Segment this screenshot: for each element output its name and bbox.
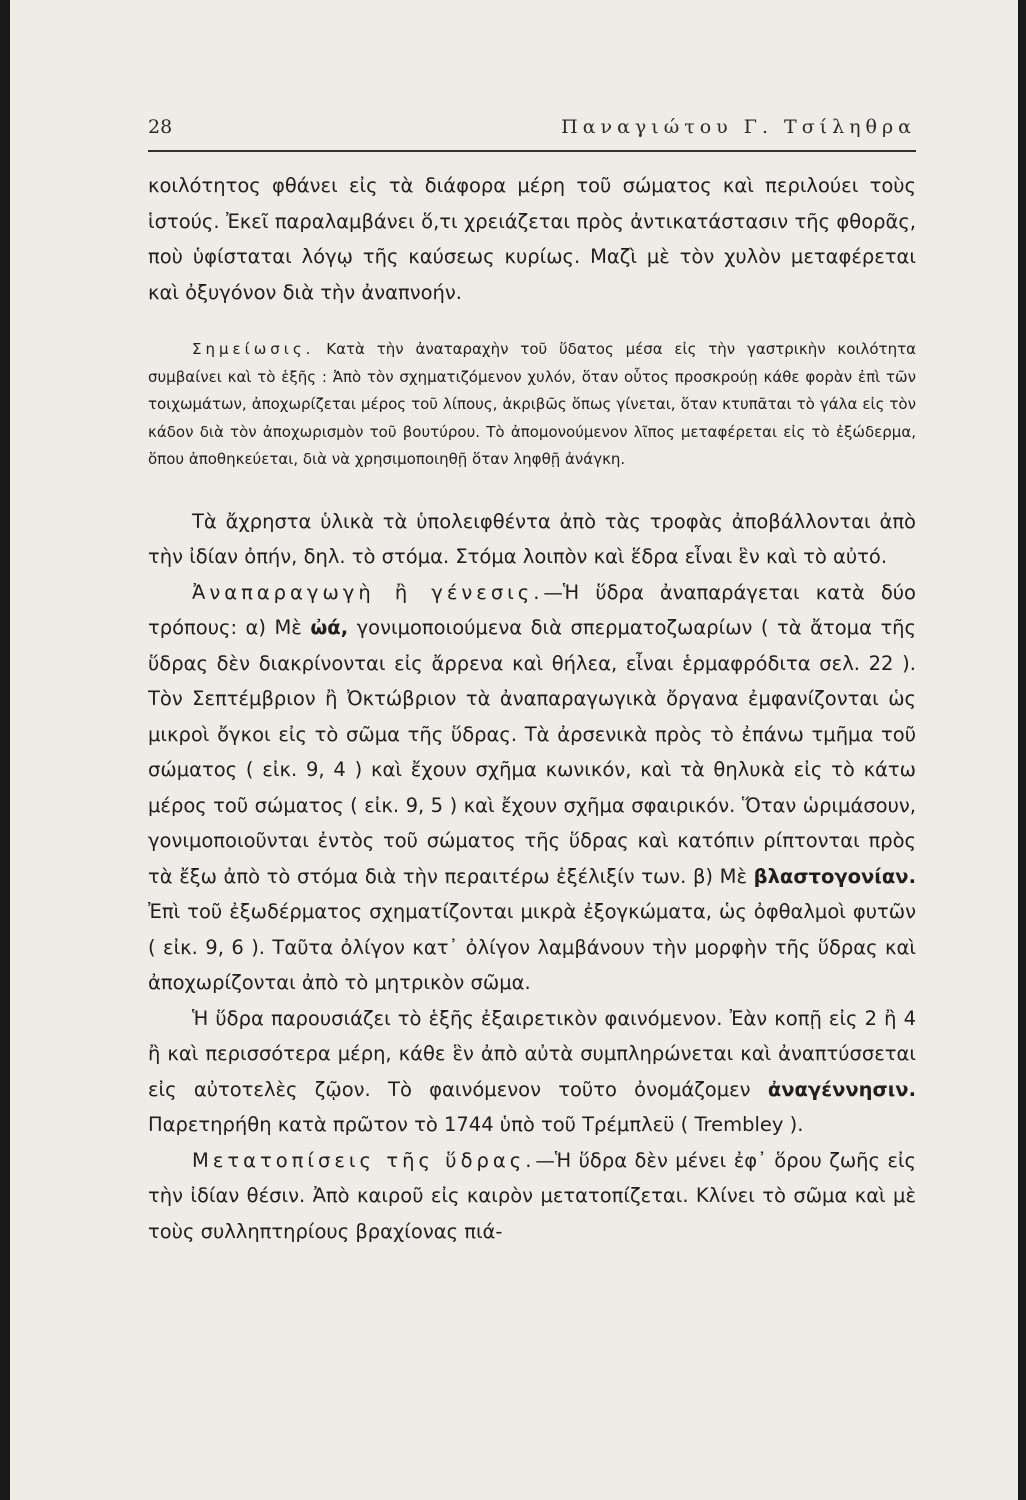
regeneration-text-1: Ἡ ὕδρα παρουσιάζει τὸ ἑξῆς ἐξαιρετικὸν φαινόμενον. Ἐὰν κοπῇ εἰς 2 ἢ 4 ἢ καὶ περισσότερα μέρη, κάθε ἓν ἀπὸ αὐτὰ συμπληρώνεται καὶ ἀναπτύσσεται εἰς αὐτοτελὲς ζῷον. Τὸ φαινόμενον τοῦτο ὀνομάζομεν — [148, 1006, 916, 1101]
term-regeneration: ἀναγέννησιν. — [767, 1077, 916, 1101]
paragraph-regeneration — [148, 1001, 916, 1143]
reproduction-heading: Ἀναπαραγωγὴ ἢ γένεσις. — [192, 580, 544, 604]
running-head: Παναγιώτου Γ. Τσίληθρα — [561, 116, 916, 138]
page-body — [148, 168, 916, 1249]
reproduction-text-3: Ἐπὶ τοῦ ἐξωδέρματος σχηματίζονται μικρὰ ἐξογκώματα, ὡς ὀφθαλμοὶ φυτῶν ( εἰκ. 9, 6 ). Ταῦτα ὀλίγον κατ᾽ ὀλίγον λαμβάνουν τὴν μορφὴν τῆς ὕδρας καὶ ἀποχωρίζονται ἀπὸ τὸ μητρικὸν σῶμα. — [148, 900, 916, 994]
paragraph-waste: Τὰ ἄχρηστα ὑλικὰ τὰ ὑπολειφθέντα ἀπὸ τὰς τροφὰς ἀποβάλλονται ἀπὸ τὴν ἰδίαν ὀπήν, δηλ. τὸ στόμα. Στόμα λοιπὸν καὶ ἕδρα εἶναι ἓν καὶ τὸ αὐτό. — [148, 509, 916, 568]
header-rule — [148, 150, 916, 152]
regeneration-text-2: Παρετηρήθη κατὰ πρῶτον τὸ 1744 ὑπὸ τοῦ Τρέμπλεϋ ( Trembley ). — [148, 1113, 804, 1136]
term-budding: βλαστογονίαν. — [753, 864, 916, 888]
reproduction-text-1: —Ἡ ὕδρα ἀναπαράγεται κατὰ δύο τρόπους: α) Μὲ — [148, 580, 916, 639]
note-block — [148, 336, 916, 474]
movement-heading: Μετατοπίσεις τῆς ὕδρας. — [192, 1148, 536, 1172]
paragraph-digestion: κοιλότητος φθάνει εἰς τὰ διάφορα μέρη τοῦ σώματος καὶ περιλούει τοὺς ἱστούς. Ἐκεῖ παραλαμβάνει ὅ,τι χρειάζεται πρὸς ἀντικατάστασιν τῆς φθορᾶς, ποὺ ὑφίσταται λόγῳ τῆς καύσεως κυρίως. Μαζὶ μὲ τὸν χυλὸν μεταφέρεται καὶ ὀξυγόνον διὰ τὴν ἀναπνοήν. — [148, 174, 916, 304]
reproduction-text-2: γονιμοποιούμενα διὰ σπερματοζωαρίων ( τὰ ἄτομα τῆς ὕδρας δὲν διακρίνονται εἰς ἄρρενα καὶ θήλεα, εἶναι ἑρμαφρόδιτα σελ. 22 ). Τὸν Σεπτέμβριον ἢ Ὀκτώβριον τὰ ἀναπαραγωγικὰ ὄργανα ἐμφανίζονται ὡς μικροὶ ὄγκοι εἰς τὸ σῶμα τῆς ὕδρας. Τὰ ἀρσενικὰ πρὸς τὸ ἐπάνω τμῆμα τοῦ σώματος ( εἰκ. 9, 4 ) καὶ ἔχουν σχῆμα κωνικόν, καὶ τὰ θηλυκὰ εἰς τὸ κάτω μέρος τοῦ σώματος ( εἰκ. 9, 5 ) καὶ ἔχουν σχῆμα σφαιρικόν. Ὅταν ὡριμάσουν, γονιμοποιοῦνται ἐντὸς τοῦ σώματος τῆς ὕδρας καὶ κατόπιν ρίπτονται πρὸς τὰ ἔξω ἀπὸ τὸ στόμα διὰ τὴν περαιτέρω ἐξέλιξίν των. β) Μὲ — [148, 616, 916, 888]
page-number: 28 — [148, 116, 173, 138]
book-page — [10, 0, 1018, 1500]
term-eggs: ὠά, — [310, 616, 349, 639]
page-header — [148, 110, 916, 144]
paragraph-movement — [148, 1143, 916, 1250]
note-text: Κατὰ τὴν ἀναταραχὴν τοῦ ὕδατος μέσα εἰς τὴν γαστρικὴν κοιλότητα συμβαίνει καὶ τὸ ἑξῆς : Ἀπὸ τὸν σχηματιζόμενον χυλόν, ὅταν οὗτος προσκρούῃ κάθε φορὰν ἐπὶ τῶν τοιχωμάτων, ἀποχωρίζεται μέρος τοῦ λίπους, ἀκριβῶς ὅπως γίνεται, ὅταν κτυπᾶται τὸ γάλα εἰς τὸν κάδον διὰ τὸν ἀποχωρισμὸν τοῦ βουτύρου. Τὸ ἀπομονούμενον λῖπος μεταφέρεται εἰς τὸ ἐξώδερμα, ὅπου ἀποθηκεύεται, διὰ νὰ χρησιμοποιηθῇ ὅταν ληφθῇ ἀνάγκη. — [148, 340, 916, 468]
note-heading: Σημείωσις. — [192, 340, 315, 358]
paragraph-reproduction — [148, 575, 916, 1001]
movement-text: —Ἡ ὕδρα δὲν μένει ἐφ᾽ ὅρου ζωῆς εἰς τὴν ἰδίαν θέσιν. Ἀπὸ καιροῦ εἰς καιρὸν μετατοπίζεται. Κλίνει τὸ σῶμα καὶ μὲ τοὺς συλληπτηρίους βραχίονας πιά- — [148, 1148, 916, 1243]
